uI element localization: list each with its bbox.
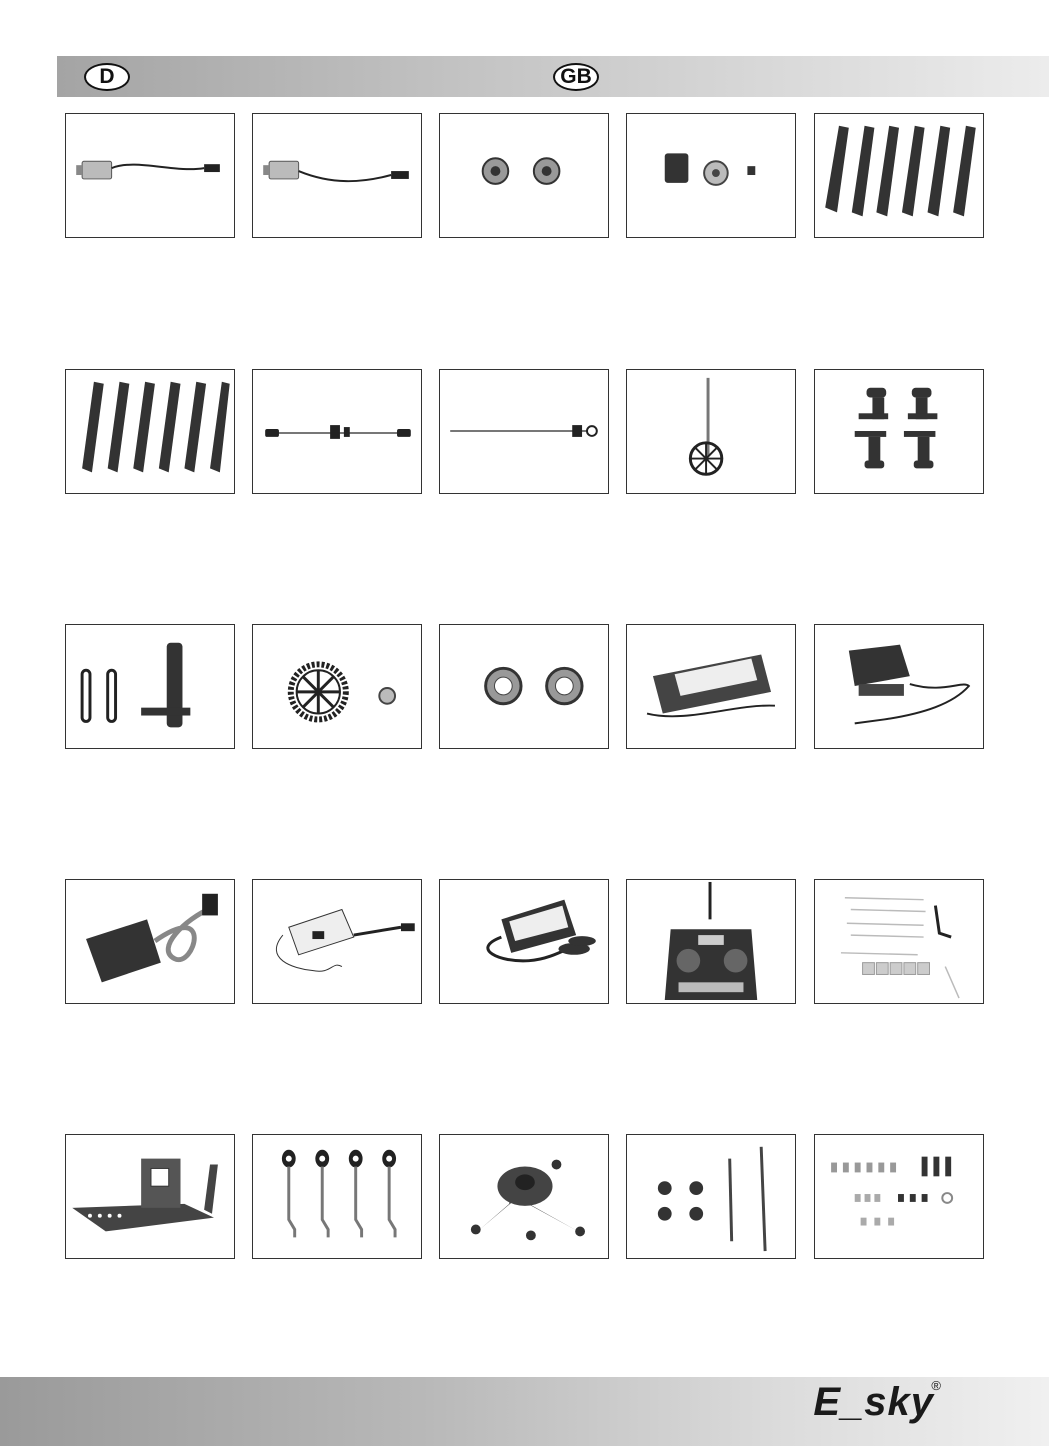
pinion-set-icon: [627, 114, 795, 237]
part-23: [439, 1134, 609, 1259]
battery-icon: [627, 625, 795, 748]
part-15: [814, 624, 984, 749]
linkage-rods-icon: [253, 1135, 421, 1258]
blade-holder-icon: [815, 370, 983, 493]
registered-trademark: ®: [931, 1378, 941, 1393]
language-badge-german: D: [84, 63, 130, 91]
main-shaft-gear-icon: [627, 370, 795, 493]
swashplate-icon: [440, 1135, 608, 1258]
accessories-icon: [815, 880, 983, 1003]
part-20: [814, 879, 984, 1004]
flybar-icon: [253, 370, 421, 493]
part-3: [439, 113, 609, 238]
part-16: [65, 879, 235, 1004]
frame-icon: [66, 1135, 234, 1258]
part-6: [65, 369, 235, 494]
bearing-pair-icon: [440, 114, 608, 237]
balancer-icon: [440, 880, 608, 1003]
part-11: [65, 624, 235, 749]
receiver-icon: [253, 880, 421, 1003]
part-7: [252, 369, 422, 494]
language-badge-english: GB: [553, 63, 599, 91]
servo-icon: [66, 880, 234, 1003]
transmitter-icon: [627, 880, 795, 1003]
rotor-head-icon: [66, 625, 234, 748]
shaft-collars-icon: [627, 1135, 795, 1258]
header-bar: [57, 56, 1049, 97]
part-22: [252, 1134, 422, 1259]
part-21: [65, 1134, 235, 1259]
part-25: [814, 1134, 984, 1259]
part-12: [252, 624, 422, 749]
part-14: [626, 624, 796, 749]
part-24: [626, 1134, 796, 1259]
part-9: [626, 369, 796, 494]
part-5: [814, 113, 984, 238]
main-gear-icon: [253, 625, 421, 748]
part-18: [439, 879, 609, 1004]
screw-set-icon: [815, 1135, 983, 1258]
part-1: [65, 113, 235, 238]
part-10: [814, 369, 984, 494]
part-2: [252, 113, 422, 238]
rotor-blades-icon: [815, 114, 983, 237]
charger-icon: [815, 625, 983, 748]
part-13: [439, 624, 609, 749]
part-8: [439, 369, 609, 494]
shaft-gear-icon: [440, 370, 608, 493]
motor-icon: [66, 114, 234, 237]
part-19: [626, 879, 796, 1004]
esky-logo: E_sky: [813, 1380, 934, 1424]
rotor-blades-icon: [66, 370, 234, 493]
motor-icon: [253, 114, 421, 237]
part-17: [252, 879, 422, 1004]
bearing-pair-icon: [440, 625, 608, 748]
part-4: [626, 113, 796, 238]
